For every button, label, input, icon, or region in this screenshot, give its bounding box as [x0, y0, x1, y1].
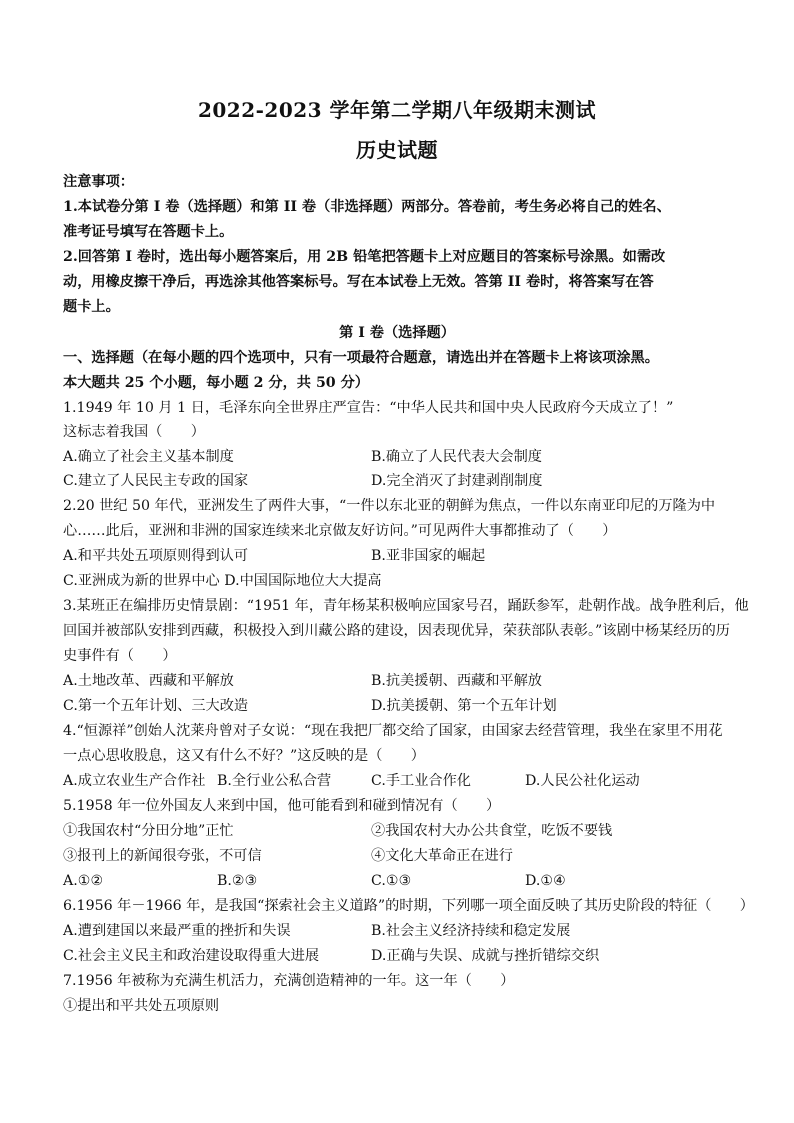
question-4-stem: 4.“恒源祥”创始人沈莱舟曾对子女说：“现在我把厂都交给了国家，由国家去经营管理，我坐在家里不用花: [63, 723, 723, 739]
q1-option-d: D.完全消灭了封建剥削制度: [371, 473, 543, 489]
q5-item-2: ②我国农村大办公共食堂，吃饭不要钱: [371, 823, 613, 839]
notes-line: 动，用橡皮擦干净后，再选涂其他答案标号。写在本试卷上无效。答第 II 卷时，将答案写在答: [63, 274, 654, 290]
q6-option-a: A.遭到建国以来最严重的挫折和失误: [63, 923, 291, 939]
q4-option-b: B.全行业公私合营: [217, 773, 332, 789]
q5-option-b: B.②③: [217, 873, 258, 889]
q5-item-1: ①我国农村“分田分地”正忙: [63, 823, 234, 839]
question-1-stem: 这标志着我国（ ）: [63, 424, 205, 440]
notes-line: 1.本试卷分第 I 卷（选择题）和第 II 卷（非选择题）两部分。答卷前，考生务必将自己的姓名、: [63, 199, 671, 215]
q4-option-c: C.手工业合作化: [371, 773, 471, 789]
exam-subtitle: 历史试题: [356, 138, 438, 162]
q5-item-4: ④文化大革命正在进行: [371, 848, 513, 864]
q2-option-cd: C.亚洲成为新的世界中心 D.中国国际地位大大提高: [63, 573, 382, 589]
q5-item-3: ③报刊上的新闻很夸张，不可信: [63, 848, 262, 864]
q5-option-c: C.①③: [371, 873, 412, 889]
question-6-stem: 6.1956 年－1966 年，是我国“探索社会主义道路”的时期，下列哪一项全面反映了其历史阶段的特征（ ）: [63, 898, 754, 914]
q5-option-a: A.①②: [63, 873, 104, 889]
notes-line: 2.回答第 I 卷时，选出每小题答案后，用 2B 铅笔把答题卡上对应题目的答案标号涂黑。如需改: [63, 249, 666, 265]
q3-option-a: A.土地改革、西藏和平解放: [63, 673, 234, 689]
q4-option-d: D.人民公社化运动: [525, 773, 640, 789]
question-5-stem: 5.1958 年一位外国友人来到中国，他可能看到和碰到情况有（ ）: [63, 798, 501, 814]
section-instructions: 本大题共 25 个小题，每小题 2 分，共 50 分）: [63, 375, 369, 391]
q2-option-b: B.亚非国家的崛起: [371, 548, 486, 564]
q1-option-c: C.建立了人民民主专政的国家: [63, 473, 249, 489]
section-title: 第 I 卷（选择题）: [339, 325, 455, 341]
notes-line: 准考证号填写在答题卡上。: [63, 224, 234, 240]
q3-option-d: D.抗美援朝、第一个五年计划: [371, 698, 557, 714]
question-7-stem: 7.1956 年被称为充满生机活力，充满创造精神的一年。这一年（ ）: [63, 973, 515, 989]
q1-option-b: B.确立了人民代表大会制度: [371, 449, 542, 465]
q6-option-c: C.社会主义民主和政治建设取得重大进展: [63, 948, 320, 964]
q3-option-b: B.抗美援朝、西藏和平解放: [371, 673, 542, 689]
notes-heading: 注意事项：: [63, 174, 134, 190]
question-4-stem: 一点心思收股息，这又有什么不好？”这反映的是（ ）: [63, 748, 425, 764]
question-3-stem: 回国并被部队安排到西藏，积极投入到川藏公路的建设，因表现优异，荣获部队表彰。”该剧中杨某经历的历: [63, 623, 730, 639]
question-2-stem: 2.20 世纪 50 年代，亚洲发生了两件大事，“一件以东北亚的朝鲜为焦点，一件以东南亚印尼的万隆为中: [63, 498, 716, 514]
section-instructions: 一、选择题（在每小题的四个选项中，只有一项最符合题意，请选出并在答题卡上将该项涂黑。: [63, 350, 659, 366]
q2-option-a: A.和平共处五项原则得到认可: [63, 548, 249, 564]
question-2-stem: 心……此后，亚洲和非洲的国家连续来北京做友好访问。”可见两件大事都推动了（ ）: [63, 523, 617, 539]
exam-title: 2022-2023 学年第二学期八年级期末测试: [197, 98, 597, 122]
q7-item-1: ①提出和平共处五项原则: [63, 998, 220, 1014]
q5-option-d: D.①④: [525, 873, 566, 889]
question-1-stem: 1.1949 年 10 月 1 日，毛泽东向全世界庄严宣告：“中华人民共和国中央人民政府今天成立了！”: [63, 400, 674, 416]
q3-option-c: C.第一个五年计划、三大改造: [63, 698, 249, 714]
notes-line: 题卡上。: [63, 299, 120, 315]
question-3-stem: 史事件有（ ）: [63, 648, 177, 664]
question-3-stem: 3.某班正在编排历史情景剧：“1951 年，青年杨某积极响应国家号召，踊跃参军，赴朝作战。战争胜利后，他: [63, 598, 749, 614]
q6-option-d: D.正确与失误、成就与挫折错综交织: [371, 948, 600, 964]
q4-option-a: A.成立农业生产合作社: [63, 773, 206, 789]
q6-option-b: B.社会主义经济持续和稳定发展: [371, 923, 571, 939]
q1-option-a: A.确立了社会主义基本制度: [63, 449, 234, 465]
